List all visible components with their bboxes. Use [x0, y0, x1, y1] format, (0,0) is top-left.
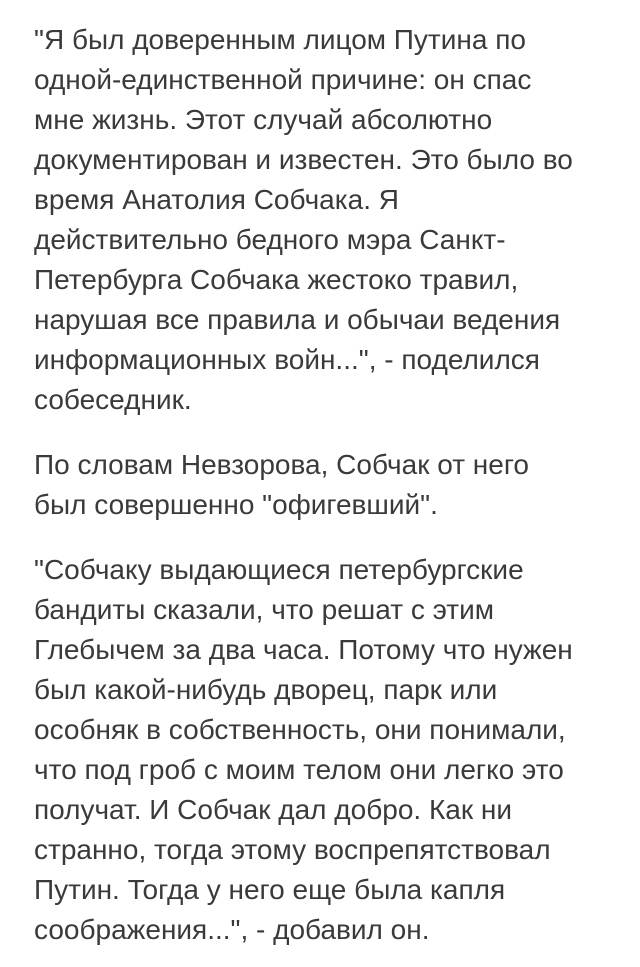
text-line: информационных войн...", - поделился	[34, 344, 540, 375]
text-line: бандиты сказали, что решат с этим	[34, 594, 494, 625]
text-line: время Анатолия Собчака. Я	[34, 184, 399, 215]
article-body	[34, 20, 624, 950]
text-line: Путин. Тогда у него еще была капля	[34, 874, 506, 905]
text-line: "Собчаку выдающиеся петербургские	[34, 554, 524, 585]
text-line: "Я был доверенным лицом Путина по	[34, 24, 526, 55]
paragraph-sobchak-reaction	[34, 445, 624, 525]
text-line: получат. И Собчак дал добро. Как ни	[34, 794, 512, 825]
text-line: действительно бедного мэра Санкт-	[34, 224, 506, 255]
text-line: одной-единственной причине: он спас	[34, 64, 532, 95]
text-line: мне жизнь. Этот случай абсолютно	[34, 104, 493, 135]
text-line: был какой-нибудь дворец, парк или	[34, 674, 498, 705]
text-line: документирован и известен. Это было во	[34, 144, 573, 175]
text-line: соображения...", - добавил он.	[34, 914, 430, 945]
text-line: По словам Невзорова, Собчак от него	[34, 449, 530, 480]
text-line: собеседник.	[34, 384, 192, 415]
paragraph-quote-bandits	[34, 550, 624, 950]
text-line: был совершенно "офигевший".	[34, 489, 438, 520]
text-line: нарушая все правила и обычаи ведения	[34, 304, 561, 335]
text-line: странно, тогда этому воспрепятствовал	[34, 834, 551, 865]
text-line: Глебычем за два часа. Потому что нужен	[34, 634, 573, 665]
text-line: особняк в собственность, они понимали,	[34, 714, 566, 745]
text-line: что под гроб с моим телом они легко это	[34, 754, 564, 785]
paragraph-quote-intro	[34, 20, 624, 420]
text-line: Петербурга Собчака жестоко травил,	[34, 264, 519, 295]
